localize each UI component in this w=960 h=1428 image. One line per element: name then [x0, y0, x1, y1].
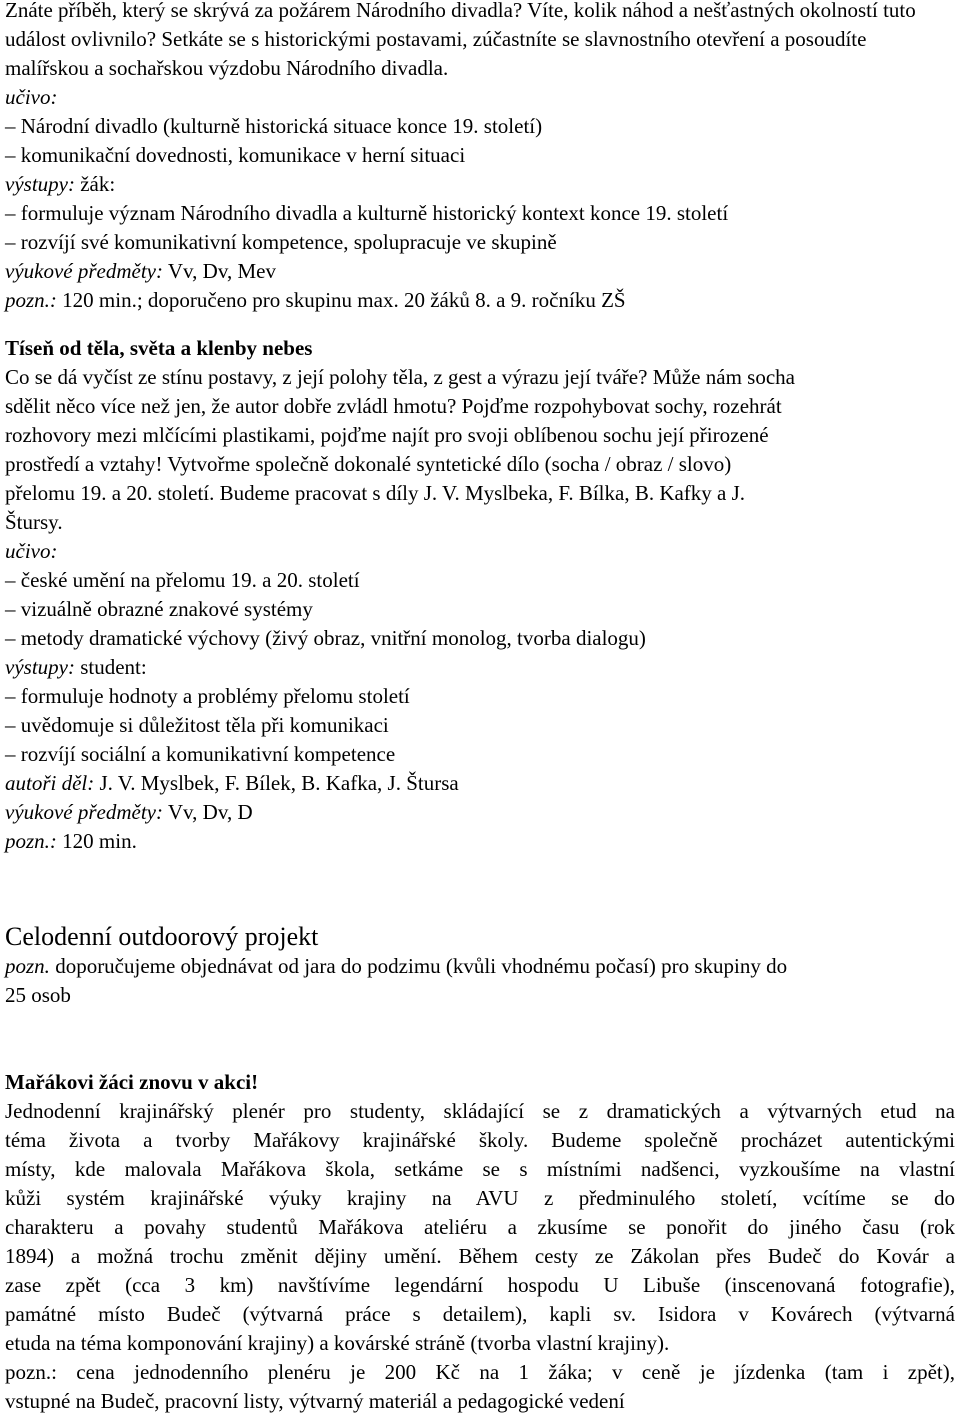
pozn-line: vstupné na Budeč, pracovní listy, výtvarný materiál a pedagogické vedení: [5, 1389, 625, 1413]
section-sculptures: [5, 334, 955, 856]
pozn-line: [5, 1358, 955, 1387]
vystupy-item: – rozvíjí své komunikativní kompetence, spolupracuje ve skupině: [5, 228, 955, 257]
vystupy-value: student:: [80, 655, 147, 679]
pozn-text: cena jednodenního plenéru je 200 Kč na 1 žáka; v ceně je jízdenka (tam i zpět),: [76, 1360, 956, 1384]
body-line: 1894) a možná trochu změnit dějiny umění. Během cesty ze Zákolan přes Budeč do Kovár a: [5, 1244, 955, 1268]
predmety-line: [5, 798, 955, 827]
pozn-label: pozn.:: [5, 829, 57, 853]
description-line: Štursy.: [5, 510, 63, 534]
section-national-theatre: [5, 0, 955, 315]
ucivo-item: – české umění na přelomu 19. a 20. století: [5, 566, 955, 595]
body-line: památné místo Budeč (výtvarná práce s detailem), kapli sv. Isidora v Kovárech (výtvarná: [5, 1302, 955, 1326]
ucivo-item: – metody dramatické výchovy (živý obraz, vnitřní monolog, tvorba dialogu): [5, 624, 955, 653]
pozn-value: 120 min.; doporučeno pro skupinu max. 20 žáků 8. a 9. ročníku ZŠ: [62, 288, 626, 312]
vystupy-label: výstupy:: [5, 172, 75, 196]
pozn-line: [5, 827, 955, 856]
vystupy-item: – uvědomuje si důležitost těla při komunikaci: [5, 711, 955, 740]
vystupy-line: [5, 170, 955, 199]
autori-line: [5, 769, 955, 798]
vystupy-label: výstupy:: [5, 655, 75, 679]
section-title: Tíseň od těla, světa a klenby nebes: [5, 336, 313, 360]
pozn-text: doporučujeme objednávat od jara do podzimu (kvůli vhodnému počasí) pro skupiny do: [55, 954, 788, 978]
description-line: rozhovory mezi mlčícími plastikami, pojďme najít pro svoji oblíbenou sochu její přirozené: [5, 423, 769, 447]
ucivo-item: – Národní divadlo (kulturně historická situace konce 19. století): [5, 112, 955, 141]
section-marak-students: [5, 1068, 955, 1416]
pozn-value: 120 min.: [62, 829, 137, 853]
vystupy-line: [5, 653, 955, 682]
description-line: prostředí a vztahy! Vytvořme společně dokonalé syntetické dílo (socha / obraz / slovo): [5, 452, 732, 476]
description-line: sdělit něco více než jen, že autor dobře zvládl hmotu? Pojďme rozpohybovat sochy, rozehrát: [5, 394, 782, 418]
body-line: charakteru a povahy studentů Mařákova ateliéru a zkusíme se ponořit do jiného času (rok: [5, 1215, 955, 1239]
ucivo-item: – komunikační dovednosti, komunikace v herní situaci: [5, 141, 955, 170]
predmety-value: Vv, Dv, D: [167, 800, 253, 824]
body-line: místy, kde malovala Mařákova škola, setkáme se s místními nadšenci, vyzkoušíme na vlastní: [5, 1157, 955, 1181]
body-line: kůži systém krajinářské výuky krajiny na AVU z předminulého století, vcítíme se do: [5, 1186, 955, 1210]
section-title: Mařákovi žáci znovu v akci!: [5, 1070, 259, 1094]
predmety-value: Vv, Dv, Mev: [167, 259, 276, 283]
pozn-line: 25 osob: [5, 983, 71, 1007]
vystupy-item: – rozvíjí sociální a komunikativní kompetence: [5, 740, 955, 769]
ucivo-item: – vizuálně obrazné znakové systémy: [5, 595, 955, 624]
predmety-label: výukové předměty:: [5, 259, 163, 283]
vystupy-item: – formuluje hodnoty a problémy přelomu století: [5, 682, 955, 711]
description-line: Co se dá vyčíst ze stínu postavy, z její polohy těla, z gest a výrazu její tváře? Může nám socha: [5, 365, 795, 389]
predmety-line: [5, 257, 955, 286]
section-outdoor-project: [5, 922, 955, 1010]
ucivo-label: učivo:: [5, 539, 58, 563]
pozn-label: pozn.:: [5, 1360, 57, 1384]
predmety-label: výukové předměty:: [5, 800, 163, 824]
body-line: téma života a tvorby Mařákovy krajinářské školy. Budeme společně procházet autentickými: [5, 1128, 955, 1152]
pozn-label: pozn.:: [5, 288, 57, 312]
ucivo-label: učivo:: [5, 85, 58, 109]
pozn-line: [5, 286, 955, 315]
autori-value: J. V. Myslbek, F. Bílek, B. Kafka, J. Štursa: [99, 771, 459, 795]
body-line: etuda na téma komponování krajiny) a kovárské stráně (tvorba vlastní krajiny).: [5, 1331, 670, 1355]
vystupy-value: žák:: [80, 172, 116, 196]
intro-paragraph: Znáte příběh, který se skrývá za požárem Národního divadla? Víte, kolik náhod a nešťastných okolností tuto událost ovlivnilo? Setkáte se s historickými postavami, zúčastníte se slavnostního otevření a posoudíte malířskou a sochařskou výzdobu Národního divadla.: [5, 0, 916, 80]
autori-label: autoři děl:: [5, 771, 95, 795]
section-heading: Celodenní outdoorový projekt: [5, 922, 319, 951]
body-line: zase zpět (cca 3 km) navštívíme legendární hospodu U Libuše (inscenovaná fotografie),: [5, 1273, 955, 1297]
pozn-label: pozn.: [5, 954, 50, 978]
body-line: Jednodenní krajinářský plenér pro studenty, skládající se z dramatických a výtvarných etud na: [5, 1099, 955, 1123]
document-page: [5, 0, 955, 1416]
vystupy-item: – formuluje význam Národního divadla a kulturně historický kontext konce 19. století: [5, 199, 955, 228]
pozn-line: [5, 952, 955, 981]
description-line: přelomu 19. a 20. století. Budeme pracovat s díly J. V. Myslbeka, F. Bílka, B. Kafky a J.: [5, 481, 746, 505]
